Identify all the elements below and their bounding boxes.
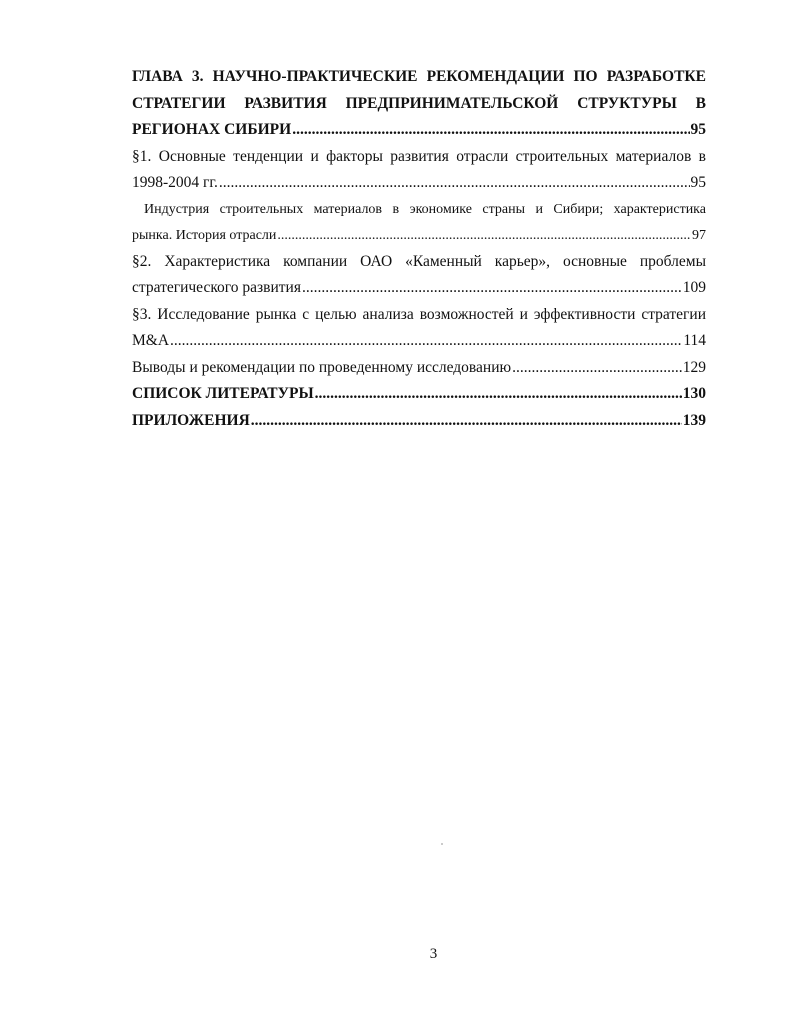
toc-page-number: 97	[692, 227, 706, 243]
dot-leader	[277, 223, 691, 249]
toc-entry-title-line-1: §3. Исследование рынка с целью анализа возможностей и эффективности стратегии	[132, 305, 706, 323]
toc-entry-title-line-2: стратегического развития	[132, 279, 301, 296]
dot-leader	[512, 355, 682, 382]
toc-leader-line	[132, 355, 706, 382]
toc-entry-title-line-1: Индустрия строительных материалов в экономике страны и Сибири; характеристика	[144, 201, 706, 217]
toc-entry-title-line-2: M&A	[132, 332, 170, 349]
toc-page-number: 129	[682, 358, 706, 376]
toc-entry-title-line-1: ГЛАВА 3. НАУЧНО-ПРАКТИЧЕСКИЕ РЕКОМЕНДАЦИИ ПО РАЗРАБОТКЕ	[132, 68, 706, 85]
toc-entry-title-line-2: 1998-2004 гг.	[132, 174, 218, 191]
toc-entry-section-3	[132, 302, 706, 355]
toc-page-number: 114	[683, 332, 706, 349]
toc-entry-subsection-1	[132, 197, 706, 249]
toc-leader-line	[132, 408, 706, 435]
toc-entry-chapter-3	[132, 64, 706, 144]
toc-page-number: 95	[690, 121, 706, 138]
toc-entry-title-line-1: §2. Характеристика компании ОАО «Каменный карьер», основные проблемы	[132, 252, 706, 270]
toc-entry-section-2	[132, 249, 706, 302]
toc-page-number: 139	[682, 411, 706, 429]
toc-page-number: 95	[690, 174, 706, 191]
toc-leader-line	[132, 381, 706, 408]
scan-speck	[441, 843, 443, 845]
toc-entry-title-line-3: РЕГИОНАХ СИБИРИ	[132, 121, 292, 138]
toc-page-number: 109	[682, 279, 706, 296]
dot-leader	[315, 381, 682, 408]
dot-leader	[292, 117, 689, 144]
toc-entry-title-line-1: §1. Основные тенденции и факторы развития отрасли строительных материалов в	[132, 147, 706, 165]
toc-leader-line	[132, 328, 706, 355]
dot-leader	[170, 328, 682, 355]
dot-leader	[219, 170, 690, 197]
page-number: 3	[429, 946, 438, 962]
toc-entry-title: Выводы и рекомендации по проведенному исследованию	[132, 358, 512, 376]
toc-leader-line	[132, 117, 706, 144]
toc-entry-title: ПРИЛОЖЕНИЯ	[132, 411, 250, 429]
toc-page-number: 130	[682, 385, 706, 402]
toc-entry-bibliography	[132, 381, 706, 408]
toc-entry-title-line-2: рынка. История отрасли	[132, 227, 277, 243]
toc-entry-appendices	[132, 408, 706, 435]
toc-leader-line	[132, 223, 706, 249]
toc-entry-title-line-2: СТРАТЕГИИ РАЗВИТИЯ ПРЕДПРИНИМАТЕЛЬСКОЙ СТРУКТУРЫ В	[132, 94, 706, 112]
toc-entry-section-1	[132, 144, 706, 197]
toc-entry-conclusions	[132, 355, 706, 382]
dot-leader	[302, 275, 682, 302]
table-of-contents	[132, 64, 706, 434]
dot-leader	[251, 408, 682, 435]
toc-entry-title: СПИСОК ЛИТЕРАТУРЫ	[132, 385, 314, 402]
toc-leader-line	[132, 170, 706, 197]
toc-leader-line	[132, 275, 706, 302]
